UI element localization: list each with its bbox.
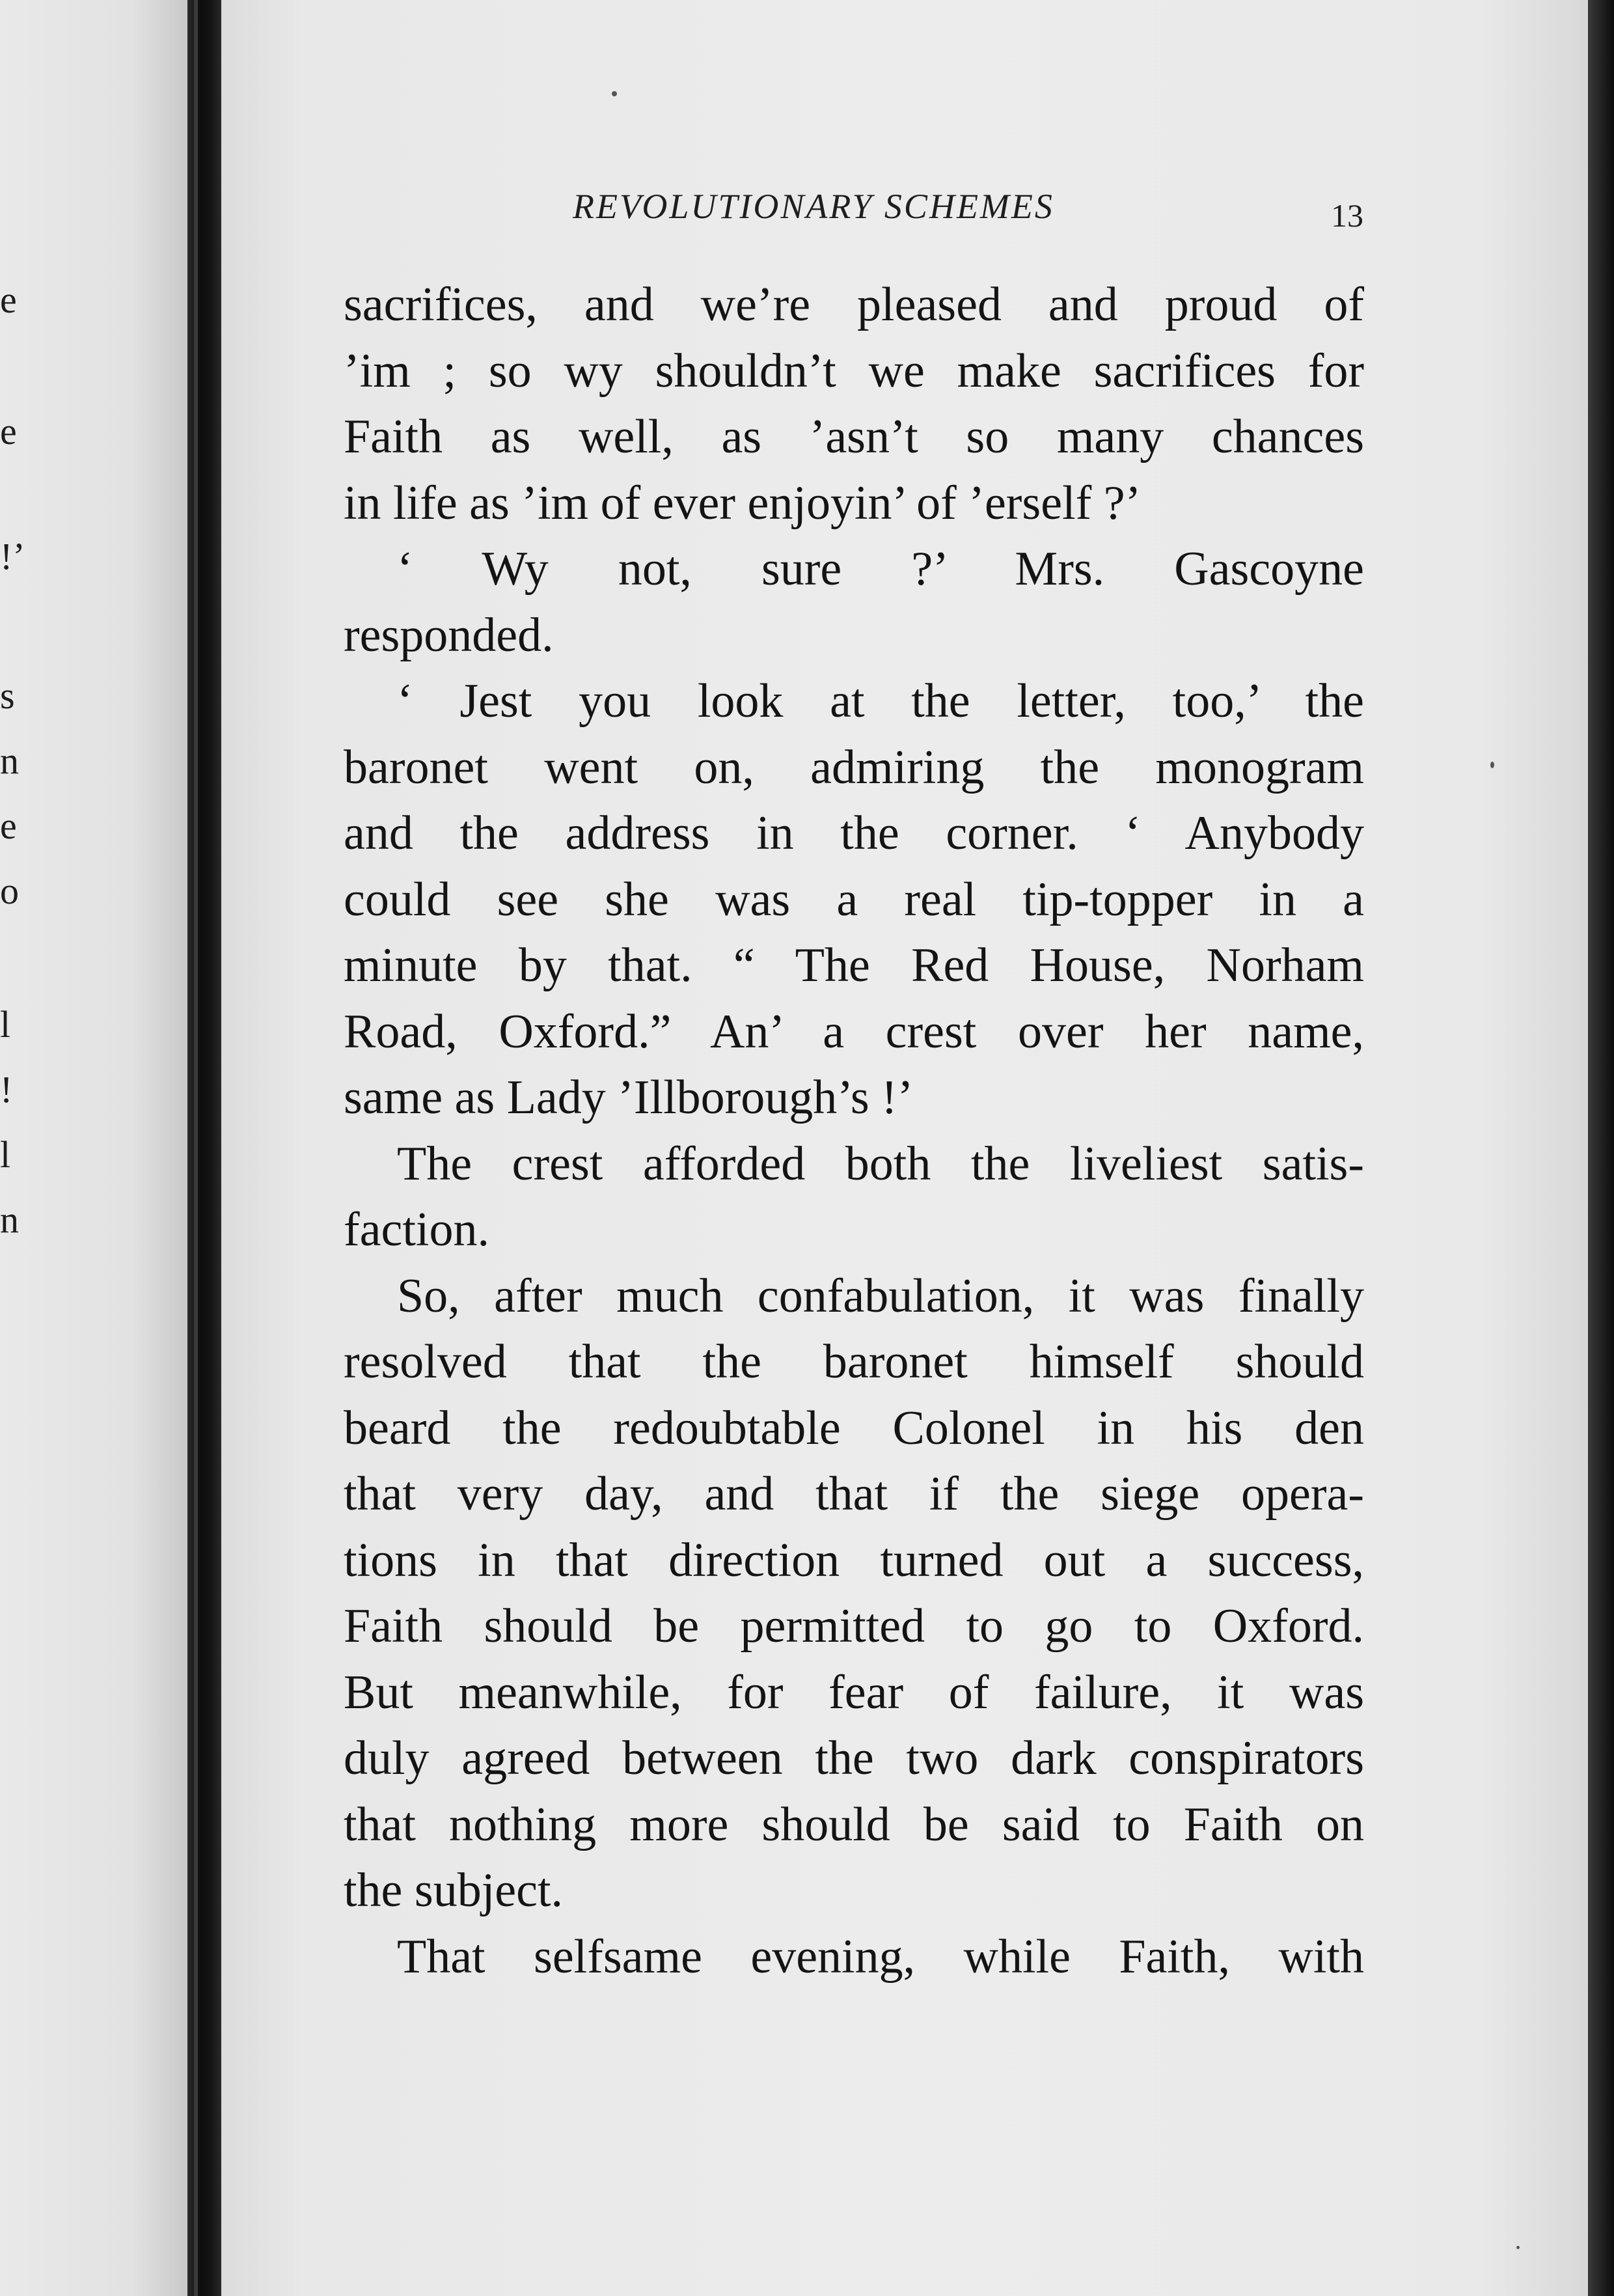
text-line: faction. — [344, 1203, 489, 1256]
text-line: Faith should be permitted to go to Oxford. — [344, 1599, 1364, 1653]
text-line: the subject. — [344, 1864, 564, 1917]
page-number: 13 — [1331, 197, 1363, 234]
text-line: ’im ; so wy shouldn’t we make sacrifices for — [344, 344, 1364, 398]
text-line: beard the redoubtable Colonel in his den — [344, 1401, 1364, 1455]
previous-page-fragment: e — [0, 805, 17, 847]
text-line: The crest afforded both the liveliest satis- — [397, 1137, 1364, 1191]
previous-page-edge — [0, 0, 187, 2296]
text-line: responded. — [344, 608, 554, 662]
previous-page-fragment: o — [0, 870, 19, 912]
text-line: ‘ Jest you look at the letter, too,’ the — [397, 674, 1364, 728]
text-line: baronet went on, admiring the monogram — [344, 740, 1364, 794]
previous-page-fragment: ! — [0, 1068, 13, 1111]
paper-speck — [1516, 2246, 1520, 2249]
text-line: could see she was a real tip-topper in a — [344, 872, 1364, 926]
paper-speck — [1490, 762, 1494, 768]
book-gutter — [187, 0, 221, 2296]
text-line: But meanwhile, for fear of failure, it was — [344, 1665, 1364, 1719]
text-line: That selfsame evening, while Faith, with — [397, 1929, 1364, 1984]
text-line: resolved that the baronet himself should — [344, 1335, 1364, 1389]
text-line: in life as ’im of ever enjoyin’ of ’erself ?’ — [344, 476, 1142, 530]
page-shadow-line — [194, 0, 198, 2296]
previous-page-fragment: e — [0, 279, 17, 321]
previous-page-fragment: e — [0, 410, 17, 452]
running-head: REVOLUTIONARY SCHEMES — [573, 187, 1054, 226]
page-right-edge — [1588, 0, 1614, 2296]
text-line: that nothing more should be said to Faith on — [344, 1797, 1364, 1851]
previous-page-fragment: n — [0, 740, 19, 782]
body-text — [344, 272, 1364, 1990]
paper-speck — [612, 91, 617, 96]
previous-page-fragment: s — [0, 674, 15, 717]
text-line: Faith as well, as ’asn’t so many chances — [344, 410, 1364, 463]
text-line: duly agreed between the two dark conspirators — [344, 1732, 1364, 1785]
text-line: minute by that. “ The Red House, Norham — [344, 939, 1364, 992]
previous-page-fragment: n — [0, 1198, 19, 1241]
text-line: Road, Oxford.” An’ a crest over her name, — [344, 1004, 1364, 1058]
text-line: So, after much confabulation, it was finally — [397, 1269, 1364, 1323]
previous-page-fragment: !’ — [0, 535, 25, 577]
text-line: and the address in the corner. ‘ Anybody — [344, 807, 1364, 860]
text-line: same as Lady ’Illborough’s !’ — [344, 1071, 914, 1124]
text-line: tions in that direction turned out a success, — [344, 1533, 1364, 1587]
previous-page-fragment: l — [0, 1003, 11, 1045]
text-line: that very day, and that if the siege opera- — [344, 1467, 1364, 1521]
text-line: ‘ Wy not, sure ?’ Mrs. Gascoyne — [397, 542, 1364, 596]
previous-page-fragment: l — [0, 1133, 11, 1176]
text-line: sacrifices, and we’re pleased and proud of — [344, 278, 1364, 331]
